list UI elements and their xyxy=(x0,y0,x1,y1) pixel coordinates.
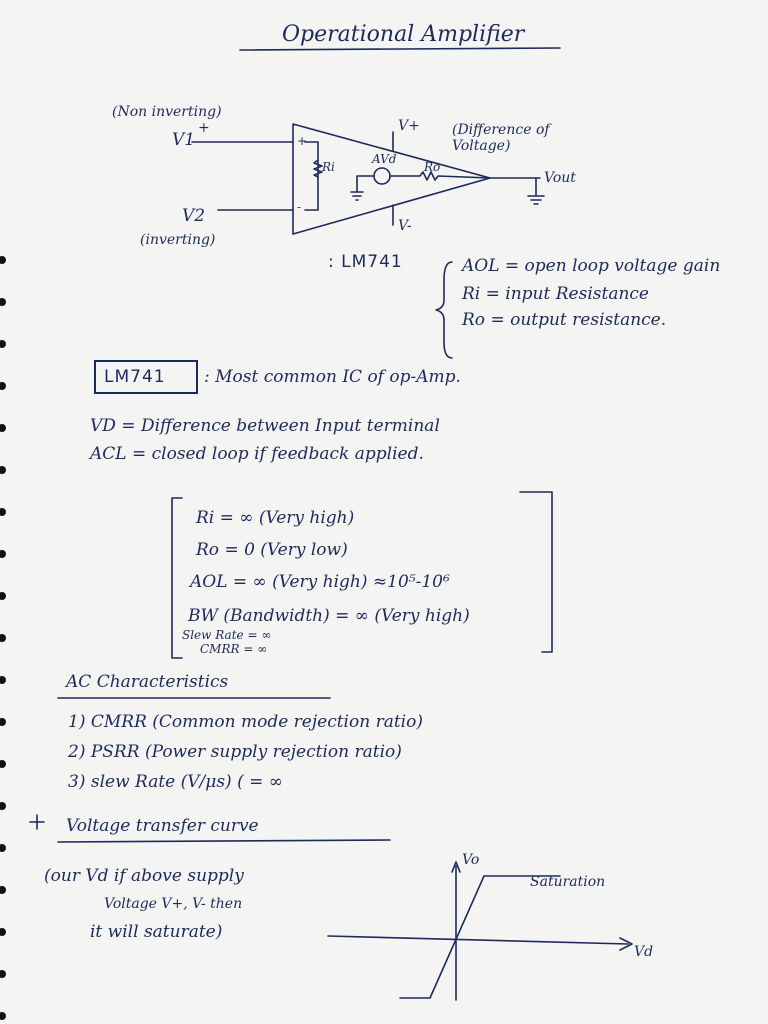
ideal-slew-rate: Slew Rate = ∞ xyxy=(182,628,272,642)
star-mark xyxy=(30,815,44,829)
vtc-note-line-2: Voltage V+, V- then xyxy=(104,896,243,912)
ideal-ri: Ri = ∞ (Very high) xyxy=(196,508,355,528)
x-axis xyxy=(328,936,628,944)
plus-input-mark: + xyxy=(297,134,308,148)
plus-sign: + xyxy=(198,120,210,136)
minus-input-mark: - xyxy=(297,200,302,214)
ideal-cmrr: CMRR = ∞ xyxy=(200,642,268,656)
avd-source xyxy=(374,168,390,184)
vtc-note-line-3: it will saturate) xyxy=(90,922,223,942)
inverting-label: (inverting) xyxy=(140,232,216,248)
definitions-brace xyxy=(436,262,452,358)
definition-aol: AOL = open loop voltage gain xyxy=(462,256,721,276)
ac-heading: AC Characteristics xyxy=(66,672,229,692)
difference-label: (Difference of Voltage) xyxy=(452,122,550,154)
v2-label: V2 xyxy=(182,206,206,226)
vminus-label: V- xyxy=(398,218,412,234)
ideal-aol: AOL = ∞ (Very high) ≈10⁵-10⁶ xyxy=(190,572,450,592)
lm741-box-label: LM741 xyxy=(104,367,166,387)
non-inverting-label: (Non inverting) xyxy=(112,104,222,120)
y-axis-arrow xyxy=(452,862,460,872)
ideal-bracket-right xyxy=(520,492,552,652)
graph-y-label: Vo xyxy=(462,852,480,868)
lm741-label: : LM741 xyxy=(328,252,403,272)
vtc-underline xyxy=(58,840,390,842)
definition-ri: Ri = input Resistance xyxy=(462,284,649,304)
vd-definition: VD = Difference between Input terminal xyxy=(90,416,440,436)
x-axis-arrow xyxy=(620,938,632,950)
lm741-description: : Most common IC of op-Amp. xyxy=(204,367,461,387)
output-ground xyxy=(528,178,544,204)
ideal-bw: BW (Bandwidth) = ∞ (Very high) xyxy=(188,606,470,626)
ro-circuit-label: Ro xyxy=(424,160,441,174)
ideal-ro: Ro = 0 (Very low) xyxy=(196,540,348,560)
definition-ro: Ro = output resistance. xyxy=(462,310,667,330)
ideal-bracket-left xyxy=(172,498,182,658)
ri-resistor xyxy=(314,160,322,177)
ri-circuit-label: Ri xyxy=(322,160,335,174)
spiral-binding xyxy=(0,0,14,1024)
vtc-heading: Voltage transfer curve xyxy=(66,816,259,836)
avd-label: AVd xyxy=(372,152,397,166)
input-box xyxy=(305,142,318,210)
internal-ground xyxy=(351,192,363,200)
vplus-label: V+ xyxy=(398,118,420,134)
graph-saturation-label: Saturation xyxy=(530,874,606,890)
transfer-curve xyxy=(400,876,560,998)
page-title: Operational Amplifier xyxy=(282,22,525,47)
ac-item-psrr: 2) PSRR (Power supply rejection ratio) xyxy=(68,742,402,762)
ac-item-slew-rate: 3) slew Rate (V/μs) ( = ∞ xyxy=(68,772,283,792)
vtc-note-line-1: (our Vd if above supply xyxy=(44,866,244,886)
title-underline xyxy=(240,48,560,50)
ac-item-cmrr: 1) CMRR (Common mode rejection ratio) xyxy=(68,712,423,732)
graph-x-label: Vd xyxy=(634,944,654,960)
v1-label: V1 xyxy=(172,130,196,150)
vout-label: Vout xyxy=(544,170,576,186)
acl-definition: ACL = closed loop if feedback applied. xyxy=(90,444,424,464)
avd-ground-lead xyxy=(357,176,374,192)
